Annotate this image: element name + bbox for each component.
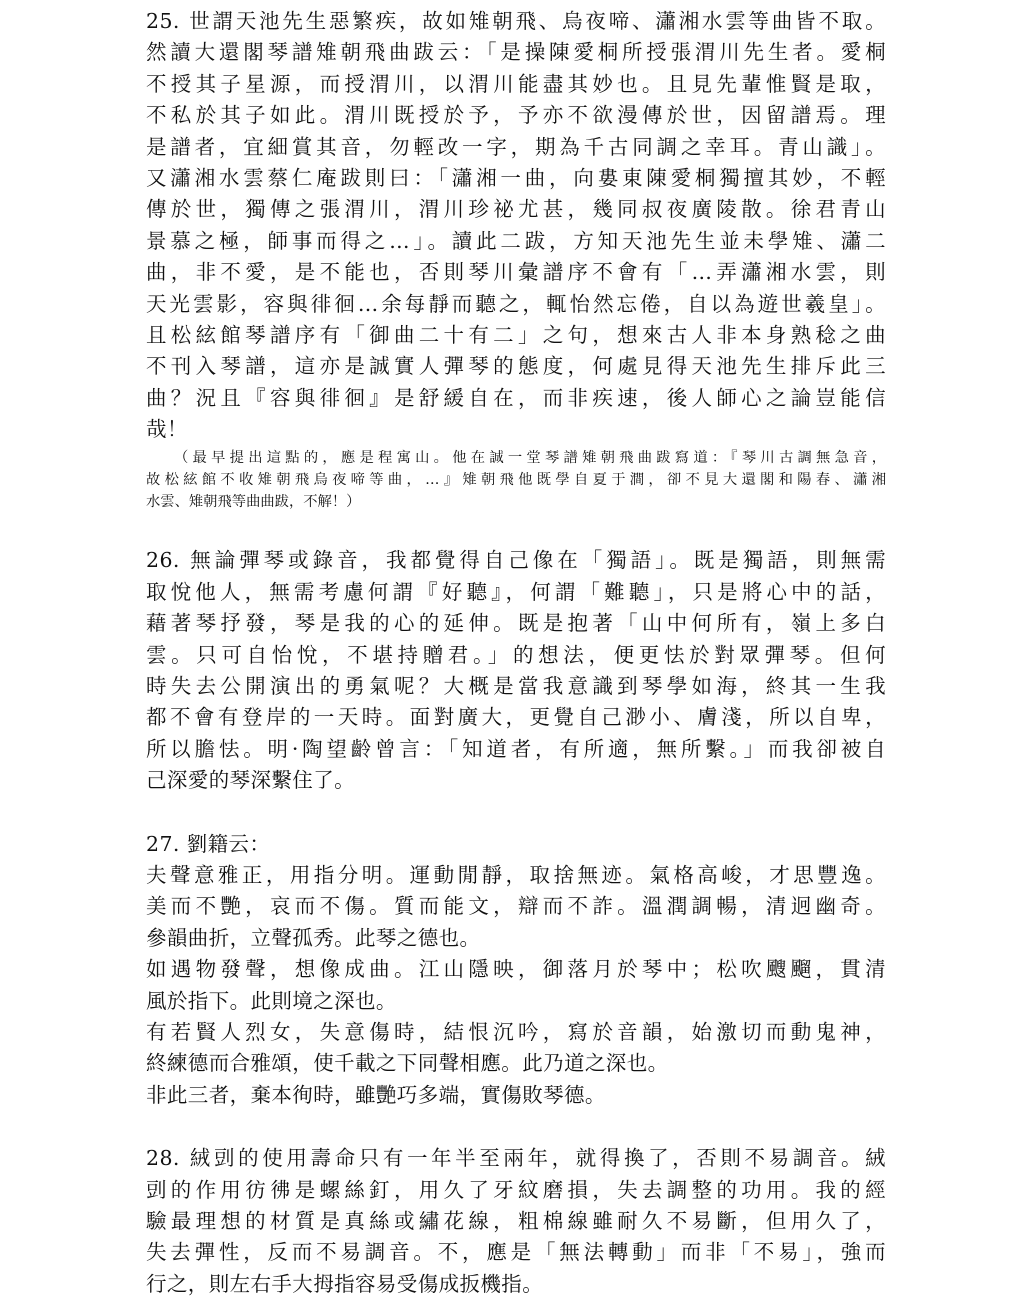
section-26 — [146, 545, 886, 796]
section-27 — [146, 829, 886, 1112]
paragraph-line: 行之，則左右手大拇指容易受傷成扳機指。 — [146, 1271, 544, 1296]
paragraph-line: 取悅他人，無需考慮何謂『好聽』，何謂「難聽」，只是將心中的話， — [146, 579, 886, 604]
paragraph-line: 曲？況且『容與徘徊』是舒緩自在，而非疾速，後人師心之論豈能信 — [146, 385, 886, 410]
paragraph-line: 非此三者，棄本徇時，雖艷巧多端，實傷敗琴德。 — [146, 1082, 606, 1107]
paragraph-line: 風於指下。此則境之深也。 — [146, 988, 397, 1013]
section-25-note — [146, 447, 886, 513]
paragraph-line: 是譜者，宜細賞其音，勿輕改一字，期為千古同調之幸耳。青山識」。 — [146, 134, 886, 159]
section-25 — [146, 6, 886, 513]
paragraph-line: 曲，非不愛，是不能也，否則琴川彙譜序不會有「…弄瀟湘水雲，則 — [146, 260, 886, 285]
paragraph-line: 不刊入琴譜，這亦是誠實人彈琴的態度，何處見得天池先生排斥此三 — [146, 354, 886, 379]
paragraph-line: 雲。只可自怡悅，不堪持贈君。」的想法，便更怯於對眾彈琴。但何 — [146, 642, 886, 667]
paragraph-line: 藉著琴抒發，琴是我的心的延伸。既是抱著「山中何所有，嶺上多白 — [146, 611, 886, 636]
paragraph-line: 美而不艷，哀而不傷。質而能文，辯而不詐。溫潤調暢，清迥幽奇。 — [146, 894, 886, 919]
note-line: 故松絃館不收雉朝飛烏夜啼等曲，…』雉朝飛他既學自夏于澗，卻不見大還閣和陽春、瀟湘 — [146, 472, 886, 489]
paragraph-line: 所以膽怯。明·陶望齡曾言：「知道者，有所適，無所繫。」而我卻被自 — [146, 736, 886, 761]
paragraph-line: 失去彈性，反而不易調音。不，應是「無法轉動」而非「不易」，強而 — [146, 1240, 886, 1265]
note-line: （最早提出這點的，應是程寓山。他在誠一堂琴譜雉朝飛曲跋寫道：『琴川古調無急音， — [174, 450, 886, 467]
paragraph-line: 28. 絨剅的使用壽命只有一年半至兩年，就得換了，否則不易調音。絨 — [146, 1146, 886, 1171]
paragraph-gap — [146, 1111, 886, 1143]
paragraph-line: 又瀟湘水雲蔡仁庵跋則曰：「瀟湘一曲，向婁東陳愛桐獨擅其妙，不輕 — [146, 165, 886, 190]
note-line: 水雲、雉朝飛等曲曲跋，不解！） — [146, 494, 361, 511]
paragraph-line: 然讀大還閣琴譜雉朝飛曲跋云：「是操陳愛桐所授張渭川先生者。愛桐 — [146, 40, 886, 65]
paragraph-line: 25. 世謂天池先生惡繁疾，故如雉朝飛、烏夜啼、瀟湘水雲等曲皆不取。 — [146, 9, 886, 33]
paragraph-line: 不授其子星源，而授渭川，以渭川能盡其妙也。且見先輩惟賢是取， — [146, 71, 886, 96]
paragraph-line: 27. 劉籍云： — [146, 831, 271, 856]
paragraph-line: 時失去公開演出的勇氣呢？大概是當我意識到琴學如海，終其一生我 — [146, 674, 886, 699]
paragraph-line: 己深愛的琴深繫住了。 — [146, 768, 355, 793]
document-page — [146, 6, 886, 1300]
paragraph-line: 景慕之極，師事而得之…」。讀此二跋，方知天池先生並未學雉、瀟二 — [146, 228, 886, 253]
paragraph-gap — [146, 797, 886, 829]
paragraph-line: 都不會有登岸的一天時。面對廣大，更覺自己渺小、膚淺，所以自卑， — [146, 705, 886, 730]
paragraph-line: 參韻曲折，立聲孤秀。此琴之德也。 — [146, 925, 481, 950]
paragraph-line: 終練德而合雅頌，使千載之下同聲相應。此乃道之深也。 — [146, 1051, 669, 1076]
paragraph-gap — [146, 513, 886, 545]
paragraph-line: 傳於世，獨傳之張渭川，渭川珍祕尤甚，幾同叔夜廣陵散。徐君青山 — [146, 197, 886, 222]
paragraph-line: 如遇物發聲，想像成曲。江山隱映，御落月於琴中；松吹颼飀，貫清 — [146, 957, 886, 982]
paragraph-line: 夫聲意雅正，用指分明。運動閒靜，取捨無迹。氣格高峻，才思豐逸。 — [146, 862, 886, 887]
paragraph-line: 26. 無論彈琴或錄音，我都覺得自己像在「獨語」。既是獨語，則無需 — [146, 548, 886, 573]
paragraph-line: 剅的作用彷彿是螺絲釘，用久了牙紋磨損，失去調整的功用。我的經 — [146, 1177, 886, 1202]
paragraph-line: 不私於其子如此。渭川既授於予，予亦不欲漫傳於世，因留譜焉。理 — [146, 103, 886, 128]
paragraph-line: 天光雲影，容與徘徊…余每靜而聽之，輒怡然忘倦，自以為遊世羲皇」。 — [146, 291, 886, 316]
section-28 — [146, 1143, 886, 1300]
paragraph-line: 哉！ — [146, 417, 188, 442]
paragraph-line: 且松絃館琴譜序有「御曲二十有二」之句，想來古人非本身熟稔之曲 — [146, 322, 886, 347]
paragraph-line: 有若賢人烈女，失意傷時，結恨沉吟，寫於音韻，始激切而動鬼神， — [146, 1019, 886, 1044]
paragraph-line: 驗最理想的材質是真絲或繡花線，粗棉線雖耐久不易斷，但用久了， — [146, 1208, 886, 1233]
